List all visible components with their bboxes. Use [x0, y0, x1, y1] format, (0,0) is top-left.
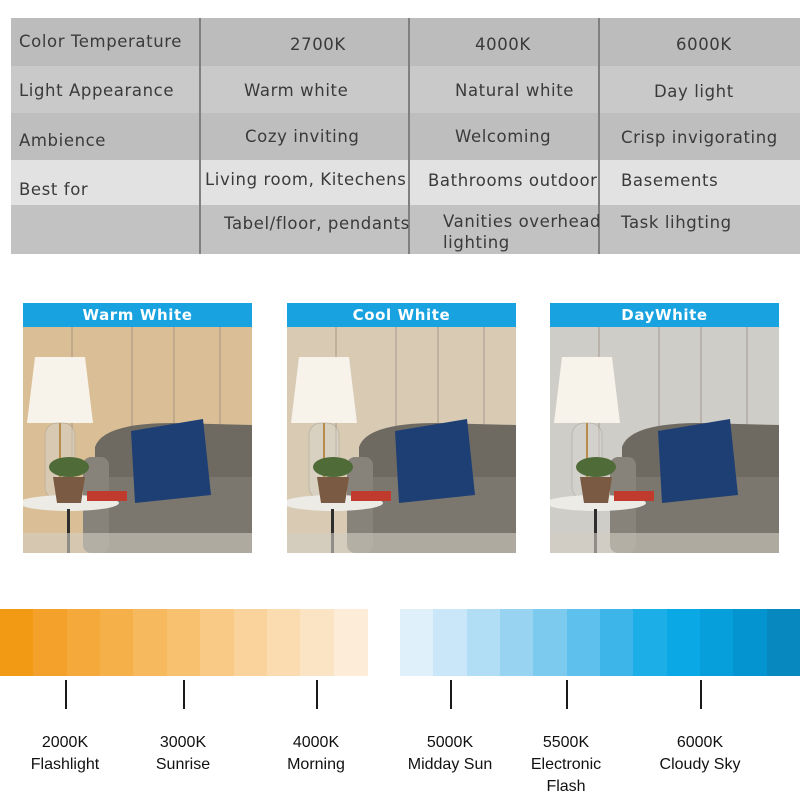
color-swatch	[467, 609, 501, 676]
color-temperature-table	[11, 18, 800, 254]
light-source-name: Midday Sun	[407, 756, 493, 773]
lamp-shade	[554, 357, 620, 423]
color-swatch	[533, 609, 567, 676]
day-white-room-image	[550, 327, 779, 553]
lamp-shade	[27, 357, 93, 423]
table-cell: Tabel/floor, pendants	[224, 214, 410, 233]
row-header: Best for	[19, 180, 89, 199]
light-source-name: Morning	[287, 756, 345, 773]
color-swatch	[500, 609, 534, 676]
cool-color-scale	[400, 609, 800, 676]
color-swatch	[700, 609, 734, 676]
color-swatch	[767, 609, 800, 676]
table-cell: Warm white	[244, 81, 349, 100]
color-swatch	[200, 609, 234, 676]
row-header: Light Appearance	[19, 81, 175, 100]
pillow	[131, 419, 211, 503]
color-swatch	[300, 609, 334, 676]
color-swatch	[567, 609, 601, 676]
pillow	[658, 419, 738, 503]
kelvin-value: 5500K	[542, 734, 590, 751]
kelvin-value: 4000K	[292, 734, 340, 751]
color-swatch	[67, 609, 101, 676]
table-cell: Bathrooms outdoor	[428, 171, 598, 190]
scale-tick	[65, 680, 67, 709]
day-white-panel	[550, 303, 779, 553]
table-cell: Crisp invigorating	[621, 128, 778, 147]
scale-label	[246, 732, 386, 776]
pillow	[395, 419, 475, 503]
color-swatch	[167, 609, 201, 676]
scale-tick	[700, 680, 702, 709]
scale-tick	[316, 680, 318, 709]
warm-color-scale	[0, 609, 367, 676]
table-cell: 6000K	[676, 35, 732, 54]
color-swatch	[400, 609, 434, 676]
scale-label	[630, 732, 770, 776]
kelvin-value: 6000K	[676, 734, 724, 751]
color-swatch	[633, 609, 667, 676]
table-cell: Welcoming	[455, 127, 552, 146]
table-cell: 2700K	[290, 35, 346, 54]
cool-white-room-image	[287, 327, 516, 553]
color-swatch	[133, 609, 167, 676]
color-swatch	[234, 609, 268, 676]
panel-title: Cool White	[287, 303, 516, 327]
cool-white-panel	[287, 303, 516, 553]
scale-tick	[566, 680, 568, 709]
table-cell: Day light	[654, 82, 734, 101]
scale-label	[496, 732, 636, 798]
warm-white-panel	[23, 303, 252, 553]
column-divider	[199, 18, 201, 254]
warm-white-room-image	[23, 327, 252, 553]
lamp-shade	[291, 357, 357, 423]
kelvin-value: 3000K	[159, 734, 207, 751]
color-swatch	[0, 609, 34, 676]
table-cell: Vanities overhead lighting	[443, 212, 602, 252]
scale-tick	[450, 680, 452, 709]
color-swatch	[667, 609, 701, 676]
color-swatch	[733, 609, 767, 676]
scale-tick	[183, 680, 185, 709]
color-swatch	[600, 609, 634, 676]
kelvin-value: 2000K	[41, 734, 89, 751]
panel-title: DayWhite	[550, 303, 779, 327]
kelvin-value: 5000K	[426, 734, 474, 751]
color-swatch	[334, 609, 368, 676]
light-source-name: Flashlight	[30, 756, 100, 773]
table-cell: Task lihgting	[621, 213, 732, 232]
table-cell: Cozy inviting	[245, 127, 360, 146]
panel-title: Warm White	[23, 303, 252, 327]
light-source-name: Sunrise	[155, 756, 211, 773]
row-header: Color Temperature	[19, 32, 183, 51]
light-source-name: Cloudy Sky	[659, 756, 741, 773]
color-swatch	[100, 609, 134, 676]
color-swatch	[267, 609, 301, 676]
color-swatch	[433, 609, 467, 676]
table-cell: Basements	[621, 171, 719, 190]
row-header: Ambience	[19, 131, 107, 150]
light-source-name: Electronic Flash	[530, 756, 602, 795]
color-swatch	[33, 609, 67, 676]
table-cell: Living room, Kitechens	[205, 170, 407, 189]
scale-label	[113, 732, 253, 776]
table-cell: Natural white	[455, 81, 575, 100]
table-cell: 4000K	[475, 35, 531, 54]
